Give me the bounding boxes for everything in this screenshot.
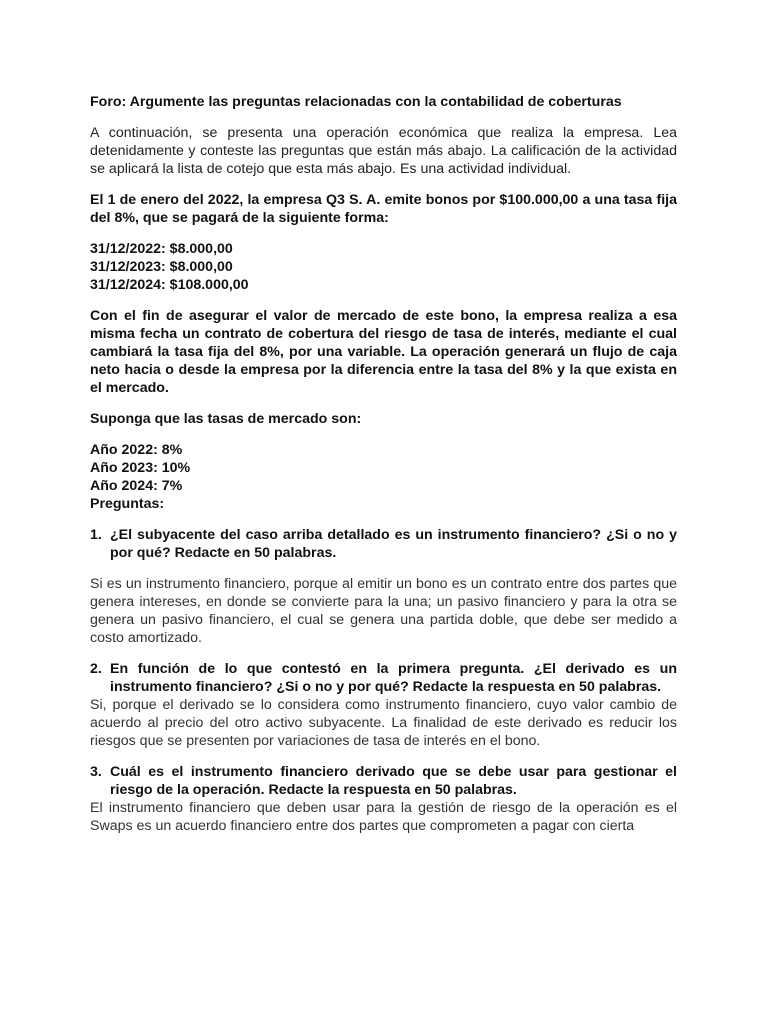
rate-line: Año 2023: 10% (90, 460, 191, 476)
payment-line: 31/12/2022: $8.000,00 (90, 241, 233, 257)
question-number: 2. (90, 661, 102, 677)
rate-line: Año 2024: 7% (90, 478, 183, 494)
question-number: 3. (90, 764, 102, 780)
question-number: 1. (90, 527, 102, 543)
intro-paragraph: A continuación, se presenta una operación económica que realiza la empresa. Lea detenidamente y conteste las preguntas que están más abajo. La calificación de la actividad se aplicará la lista de cotejo que esta más abajo. Es una actividad individual. (90, 125, 677, 177)
question-text: Cuál es el instrumento financiero derivado que se debe usar para gestionar el riesgo de la operación. Redacte la respuesta en 50 palabras. (110, 764, 677, 798)
document-page (90, 93, 677, 835)
answer-3: El instrumento financiero que deben usar para la gestión de riesgo de la operación es el Swaps es un acuerdo financiero entre dos partes que comprometen a pagar con cierta (90, 800, 677, 834)
hedge-statement: Con el fin de asegurar el valor de mercado de este bono, la empresa realiza a esa misma fecha un contrato de cobertura del riesgo de tasa de interés, mediante el cual cambiará la tasa fija del 8%, por una variable. La operación generará un flujo de caja neto hacia o desde la empresa por la diferencia entre la tasa del 8% y la que exista en el mercado. (90, 308, 677, 396)
rates-intro: Suponga que las tasas de mercado son: (90, 411, 362, 427)
document-title: Foro: Argumente las preguntas relacionadas con la contabilidad de coberturas (90, 94, 622, 110)
question-2 (90, 660, 677, 696)
question-1 (90, 526, 677, 562)
answer-1: Si es un instrumento financiero, porque al emitir un bono es un contrato entre dos partes que genera intereses, en donde se convierte para la una; un pasivo financiero y para la otra se genera un pasivo financiero, el cual se genera una partida doble, que debe ser medido a costo amortizado. (90, 576, 677, 646)
case-statement: El 1 de enero del 2022, la empresa Q3 S. A. emite bonos por $100.000,00 a una tasa fija del 8%, que se pagará de la siguiente forma: (90, 192, 677, 226)
question-text: ¿El subyacente del caso arriba detallado es un instrumento financiero? ¿Si o no y por qué? Redacte en 50 palabras. (110, 527, 677, 561)
payment-line: 31/12/2024: $108.000,00 (90, 277, 249, 293)
answer-2: Si, porque el derivado se lo considera como instrumento financiero, cuyo valor cambio de acuerdo al precio del otro activo subyacente. La finalidad de este derivado es reducir los riesgos que se presenten por variaciones de tasa de interés en el bono. (90, 697, 677, 749)
payment-line: 31/12/2023: $8.000,00 (90, 259, 233, 275)
rate-line: Año 2022: 8% (90, 442, 183, 458)
payment-schedule (90, 240, 677, 294)
market-rates (90, 441, 677, 513)
question-text: En función de lo que contestó en la primera pregunta. ¿El derivado es un instrumento financiero? ¿Si o no y por qué? Redacte la respuesta en 50 palabras. (110, 661, 677, 695)
questions-heading: Preguntas: (90, 496, 165, 512)
question-3 (90, 763, 677, 799)
